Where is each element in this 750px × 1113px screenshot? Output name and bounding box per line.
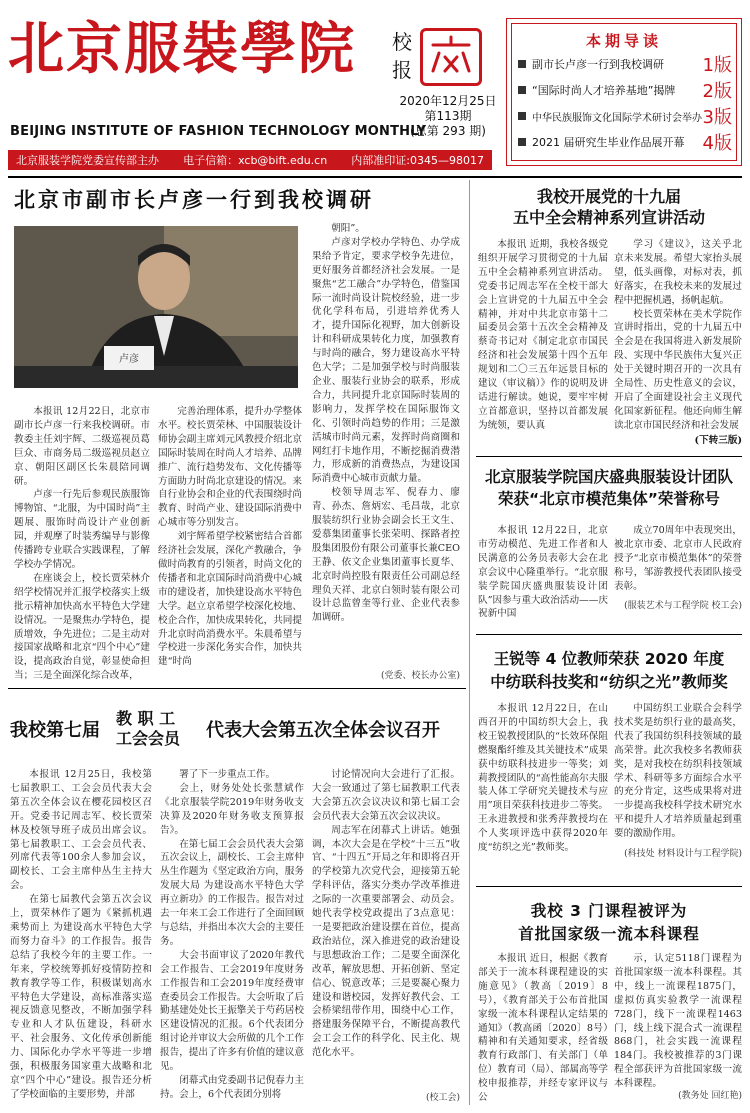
article1-col3: 朝阳”。 卢彦对学校办学特色、办学成果给予肯定，要求学校争先进位，更好服务首都经济社会发展。一是聚焦“艺工融合”办学特色，借鉴国际一流时尚设计院校经验，进一步优化学科布局，引进培养优秀人才，提升国际化视野，加大创新设计和科研成果转化力度，加强教育与时尚的融合，努力建设高水平特色大学；二是加强学校与时尚服装企业、服装行业协会的联系，形成合力，共同提升北京国际时装周的影响力，发挥学校在国际服饰文化、引领时尚趋势的作用；三是激活城市时尚元素，发挥时尚商圈和网红打卡地作用，不断挖掘消费潜力，形成新的消费热点，为建设国际消费中心城市贡献力量。 校领导周志军、倪春力、廖青、孙杰、詹炳宏、毛昌哉，北京服装纺织行业协会副会长王文生、爱慕集团董事长张荣明、探路者控股集团股份有限公司董事长兼CEO王静、依文企业集团董事长夏华、北京时尚控股有限责任公司副总经理负天祥、北京白领时装有限公司设计总监曾奎等行业、企业代表参加调研。 <box>312 223 460 624</box>
article3-col1: 本报讯 近期，我校各级党组织开展学习贯彻党的十九届五中全会精神系列宣讲活动。党委书记周志军在全校干部大会上宣讲党的十九届五中全会精神，并对中共北京市第十二届委员会第十五次全会精神及蔡奇书记对《制定北京市国民经济和社会发展第十四个五年规划和二〇三五年远景目标的建议（审议稿）》作的说明及讲话进行解读。她说，要牢牢树立首都意识，坚持以首都发展为统领，要认真 <box>478 239 608 431</box>
sponsor-bar <box>8 150 492 170</box>
article6-col1: 本报讯 近日，根据《教育部关于一流本科课程建设的实施意见》（教高〔2019〕8号），《教育部关于公布首批国家级一流本科课程认定结果的通知》（教高函〔2020〕8号）精神和有关通知要求，经省级教育行政部门、有关部门（单位）教育司（局）、部属高等学校申报推荐，并经专家评议与公 <box>478 953 608 1104</box>
article2-col1: 本报讯 12月25日，我校第七届教职工、工会会员代表大会第五次全体会议在樱花园校区召开。党委书记周志军、校长贾荣林及校领导班子成员出席会议。第七届教职工、工会会员代表、列席代表等100余人参加会议，副校长、工会主席仲丛生主持大会。 在第七届教代会第五次会议上，贾荣林作了题为《紧抓机遇乘势而上 为建设高水平特色大学而努力奋斗》的工作报告。报告总结了我校今年的主要工作。一年来，学校统筹抓好疫情防控和教育教学等工作，积极谋划高水平特色大学建设，高标准落实巡视反馈意见整改，不断加强学科专业和人才队伍建设，科研水平、社会服务、文化传承创新能力、国际化办学水平等进一步增强，积极服务国家重大战略和北京“四个中心”建设。报告还分析了学校面临的主要形势，并部 <box>10 769 152 1100</box>
article6-signature: (教务处 回红艳) <box>678 1091 742 1101</box>
article5-col2: 中国纺织工业联合会科学技术奖是纺织行业的最高奖，代表了我国纺织科技领域的最高荣誉。此次我校多名教师获奖，是对我校在纺织科技领域学术、科研等多方面综合水平的充分肯定，这些成果将对进一步提高我校科学技术研究水平和提升人才培养质量起到重要的激励作用。 <box>614 703 742 840</box>
masthead-title: 北京服裝學院 <box>8 17 356 82</box>
article6-headline[interactable]: 我校 3 门课程被评为 首批国家级一流本科课程 <box>518 902 700 943</box>
school-seal-icon <box>420 28 482 86</box>
article1-col2: 完善治理体系，提升办学整体水平。校长贾荣林、中国服装设计师协会副主席刘元风教授介绍北京国际时装周在时尚人才培养、品牌推广、流行趋势发布、文化传播等方面助力时尚北京建设的情况。来自行业协会和企业的代表围绕时尚教育、时尚产业、建设国际消费中心城市等分别发言。 刘宇辉希望学校紧密结合首都经济社会发展，深化产教融合，争做时尚教育的引领者，时尚文化的传播者和北京国际时尚消费中心城市的建设者，加快建设高水平特色大学。赵立京希望学校深化校地、校企合作，加快成果转化，共同提升北京时尚消费水平。朱晨希望与学校进一步深化务实合作，加快共建“时尚 <box>158 406 302 668</box>
article2-col3: 讨论情况向大会进行了汇报。大会一致通过了第七届教职工代表大会第五次会议决议和第七届工会会员代表大会第五次会议决议。 周志军在闭幕式上讲话。她强调，本次大会是在学校“十三五”收官、“十四五”开局之年和即将召开的学校第九次党代会，迎接第五轮学科评估，落实分类办学改革推进之际的一次重要部署会、动员会。她代表学校党政提出了3点意见：一是要把政治建设摆在首位，提高政治站位，深入推进党的政治建设与思想政治工作；二是要全面深化改革，解放思想、开拓创新、坚定信心、锐意改革；三是要凝心聚力建设和谐校园，发挥好教代会、工会桥梁纽带作用，围绕中心工作，搭建服务保障平台，不断提高教代会工会工作的科学化、民主化、规范化水平。 <box>312 769 460 1059</box>
article3-headline[interactable]: 我校开展党的十九届 五中全会精神系列宣讲活动 <box>512 187 705 227</box>
rule <box>8 688 466 689</box>
article3-continued[interactable]: (下转三版) <box>694 435 742 446</box>
guide-title: 本期导读 <box>585 32 662 50</box>
guide-item[interactable]: 副市长卢彦一行到我校调研 1版 <box>512 51 736 77</box>
article5-signature: (科技处 材料设计与工程学院) <box>624 849 742 859</box>
bullet-icon <box>518 112 526 120</box>
rule <box>476 456 742 457</box>
top-rule <box>8 176 742 178</box>
guide-item[interactable]: “国际时尚人才培养基地”揭牌 2版 <box>512 77 736 103</box>
issue-total: (总第 293 期) <box>410 124 486 138</box>
article1-headline[interactable]: 北京市副市长卢彦一行到我校调研 <box>14 188 374 212</box>
bullet-icon <box>518 86 526 94</box>
article5-headline[interactable]: 王锐等 4 位教师荣获 2020 年度 中纺联科技奖和“纺织之光”教师奖 <box>490 650 728 691</box>
article5-col1: 本报讯 12月22日，在山西召开的中国纺织大会上，我校王锐教授团队的“长效环保阻燃聚酯纤维及其关键技术”成果获中纺联科技进步一等奖；刘莉教授团队的“高性能高尔夫服装人体工学研究关键技术与应用”项目荣获科技进步二等奖。王永进教授和张秀萍教授均在个人奖项评选中获得2020年度“纺织之光”教师奖。 <box>478 703 608 854</box>
article1-col1: 本报讯 12月22日，北京市副市长卢彦一行来我校调研。市教委主任刘宇辉、二级巡视员葛巨众、市商务局二级巡视员赵立京、朝阳区副区长朱晨陪同调研。 卢彦一行先后参观民族服饰博物馆、“北服，为中国时尚”主题展、服饰时尚设计产业创新园，并观摩了时装秀编导与影像传播跨专业联合实践课程，了解学校办学情况。 在座谈会上，校长贾荣林介绍学校情况并汇报学校落实上级批示精神加快高水平特色大学建设情况。一是聚焦办学特色，提质增效，争先进位；二是主动对接国家战略和北京“四个中心”建设，提高政治自觉，彰显使命担当；三是全面深化综合改革， <box>14 406 150 682</box>
article4-signature: (服装艺术与工程学院 校工会) <box>624 601 742 611</box>
guide-item[interactable]: 2021 届研究生毕业作品展开幕 4版 <box>512 129 736 155</box>
article3-col2: 学习《建议》，这关乎北京未来发展。希望大家抬头展望，低头画像，对标对表，抓好落实，在我校未来的发展过程中把握机遇，扬帆起航。 校长贾荣林在美术学院作宣讲时指出，党的十九届五中全会是在我国将进入新发展阶段、实现中华民族伟大复兴正处于关键时期召开的一次具有全局性、历史性意义的会议，开启了全面建设社会主义现代化国家新征程。他还向师生解读北京市国民经济和社会发展 <box>614 239 742 431</box>
article4-headline[interactable]: 北京服装学院国庆盛典服装设计团队 荣获“北京市模范集体”荣誉称号 <box>484 468 733 508</box>
article6-col2: 示，认定5118门课程为首批国家级一流本科课程。其中，线上一流课程1875门，虚拟仿真实验教学一流课程728门，线下一流课程1463门，线上线下混合式一流课程868门，社会实践一流课程184门。我校被推荐的3门课程全部获评为首批国家级一流本科课程。 <box>614 953 742 1090</box>
article1-photo <box>14 226 298 388</box>
email[interactable]: 电子信箱：xcb@bift.edu.cn <box>183 154 328 167</box>
rule <box>476 886 742 887</box>
article4-col1: 本报讯 12月22日，北京市劳动模范、先进工作者和人民满意的公务员表彰大会在北京会议中心隆重举行。“北京服装学院国庆盛典服装设计团队”因参与重大政治活动——庆祝新中国 <box>478 525 608 620</box>
bullet-icon <box>518 138 526 146</box>
issue-date: 2020年12月25日 <box>399 94 497 108</box>
article2-col2: 署了下一步重点工作。 会上，财务处处长张慧斌作《北京服装学院2019年财务收支决算及2020年财务收支预算报告》。 在第七届工会会员代表大会第五次会议上，副校长、工会主席仲丛生作题为《坚定政治方向，服务发展大局 为建设高水平特色大学再立新功》的工作报告。报告对过去一年来工会工作进行了全面回顾与总结，并指出本次大会的主要任务。 大会书面审议了2020年教代会工作报告、工会2019年度财务工作报告和工会2019年度经费审查委员会工作报告。大会听取了后勤基建处处长王振擎关于芍药居校区建设情况的汇报。6个代表团分组讨论并审议大会所做的几个工作报告，提出了许多有价值的建议意见。 闭幕式由党委副书记倪春力主持。会上，6个代表团分别将 <box>160 769 304 1100</box>
issue-number: 第113期 <box>424 109 472 123</box>
issue-guide <box>506 18 742 166</box>
nameplate: 卢彦 <box>119 354 139 365</box>
article2-headline[interactable]: 我校第七届 教 职 工 工会会员 代表大会第五次全体会议召开 <box>10 709 440 748</box>
article1-signature: (党委、校长办公室) <box>380 671 460 681</box>
article2-signature: (校工会) <box>425 1093 460 1103</box>
bullet-icon <box>518 60 526 68</box>
english-title: BEIJING INSTITUTE OF FASHION TECHNOLOGY MONTHLY <box>10 124 427 139</box>
sponsor: 北京服装学院党委宣传部主办 <box>16 154 159 167</box>
article4-col2: 成立70周年中表现突出，被北京市委、北京市人民政府授予“北京市模范集体”的荣誉称号，邹游教授代表团队接受表彰。 <box>614 525 742 592</box>
rule <box>476 634 742 635</box>
permit: 内部准印证:0345—98017 <box>351 154 484 167</box>
xiaobao-label: 校报 <box>392 30 412 82</box>
guide-item[interactable]: 中华民族服饰文化国际学术研讨会举办 3版 <box>512 103 736 129</box>
column-divider <box>469 180 470 1105</box>
